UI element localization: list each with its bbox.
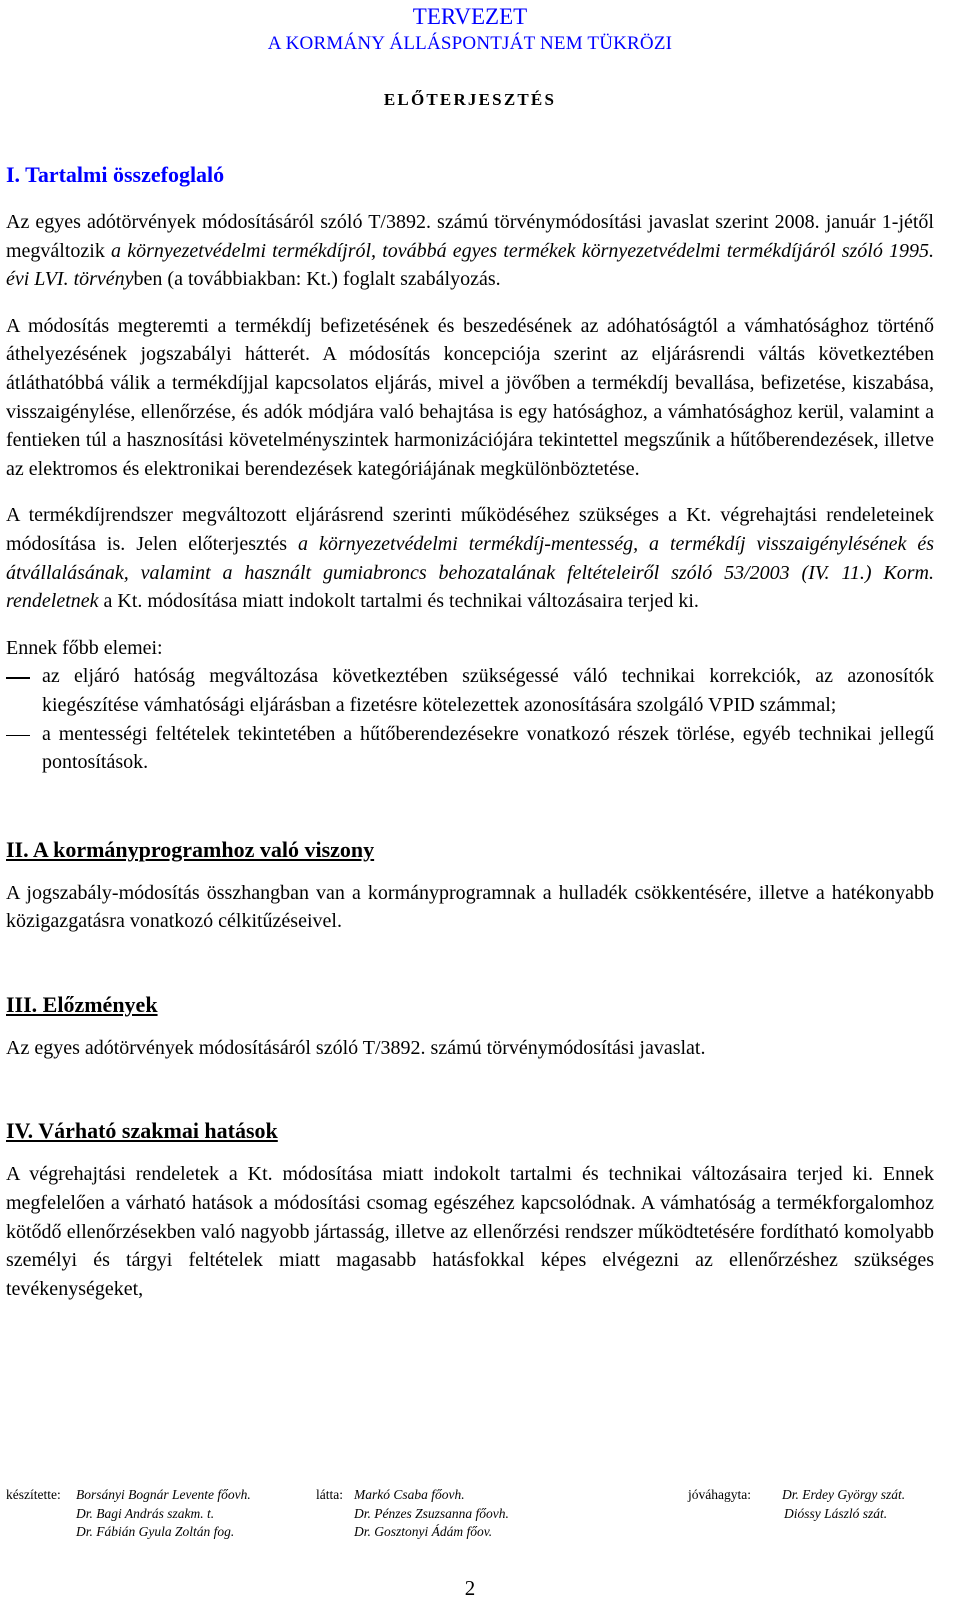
summary-paragraph-2: A módosítás megteremti a termékdíj befizetésének és beszedésének az adóhatóságtól a vámhatósághoz történő áthelyezésének jogszabályi hátterét. A módosítás koncepciója szerint az eljárásrendi váltás következtében átláthatóbbá válik a termékdíjjal kapcsolatos eljárás, mivel a jövőben a termékdíj bevallása, befizetése, kiszabása, visszaigénylése, ellenőrzése, és adók módjára való behajtása is egy hatósághoz, a vámhatósághoz kerül, valamint a fentieken túl a hasznosítási követelményszintek harmonizációjára tekintettel megszűnik a hűtőberendezések, illetve az elektromos és elektronikai berendezések kategóriájának megkülönböztetése.: [6, 314, 934, 480]
main-elements-list: [6, 662, 934, 776]
prepared-by: Borsányi Bognár Levente főovh. Dr. Bagi András szakm. t. Dr. Fábián Gyula Zoltán fog.: [76, 1487, 251, 1539]
section-heading-antecedents: III. Előzmények: [6, 991, 158, 1017]
summary-paragraph-3: A termékdíjrendszer megváltozott eljárásrend szerinti működéséhez szükséges a Kt. végrehajtási rendeleteinek módosítása is. Jelen előterjesztés a környezetvédelmi termékdíj-mentesség, a termékdíj visszaigénylésének és átvállalásának, valamint a használt gumiabroncs behozatalának feltételeiről szóló 53/2003 (IV. 11.) Korm. rendeletnek a Kt. módosítása miatt indokolt tartalmi és technikai változásaira terjed ki.: [6, 504, 934, 613]
expected-impacts-text: A végrehajtási rendeletek a Kt. módosítása miatt indokolt tartalmi és technikai változásaira terjed ki. Ennek megfelelően a várható hatások a módosítási csomag egészéhez kapcsolódnak. A vámhatóság a termékforgalomhoz kötődő ellenőrzésekben való nagyobb jártasság, illetve az ellenőrzési rendszer működtetésére fordítható komolyabb személyi és tárgyi feltételek miatt magasabb hatásfokkal képes elvégezni az ellenőrzéshez szükséges tevékenységeket,: [6, 1163, 934, 1300]
draft-title: TERVEZET: [412, 4, 528, 29]
disclaimer: A KORMÁNY ÁLLÁSPONTJÁT NEM TÜKRÖZI: [267, 33, 673, 54]
document-type: ELŐTERJESZTÉS: [383, 90, 557, 109]
list-item: a mentességi feltételek tekintetében a hűtőberendezésekre vonatkozó részek törlése, egyéb technikai jellegű pontosítások.: [42, 722, 934, 774]
decree-title: a környezetvédelmi termékdíj-mentesség, a termékdíj visszaigénylésének és átvállalásának, valamint a használt gumiabroncs behozatalának feltételeiről szóló 53/2003 (IV. 11.) Korm. rendeletnek: [6, 532, 934, 613]
section-heading-government-program: II. A kormányprogramhoz való viszony: [6, 836, 375, 862]
document-page: [6, 0, 934, 1303]
antecedents-text: Az egyes adótörvények módosításáról szóló T/3892. számú törvénymódosítási javaslat.: [6, 1036, 706, 1059]
prepared-label: készítette:: [6, 1487, 61, 1502]
list-item: az eljáró hatóság megváltozása következtében szükségessé váló technikai korrekciók, az azonosítók kiegészítése vámhatósági eljárásban a fizetésre kötelezettek azonosítására szolgáló VPID számmal;: [42, 665, 934, 716]
seen-label: látta:: [316, 1487, 343, 1502]
approved-by: Dr. Erdey György szát. Dióssy László szát.: [782, 1487, 906, 1521]
government-program-text: A jogszabály-módosítás összhangban van a kormányprogramnak a hulladék csökkentésére, illetve a hatékonyabb közigazgatásra vonatkozó célkitűzéseivel.: [6, 881, 934, 933]
list-intro: Ennek főbb elemei:: [6, 636, 163, 659]
approved-label: jóváhagyta:: [688, 1487, 751, 1502]
law-title: a környezetvédelmi termékdíjról, továbbá egyes termékek környezetvédelmi termékdíjáról szóló 1995. évi LVI. törvény: [6, 239, 935, 291]
section-heading-expected-impacts: IV. Várható szakmai hatások: [6, 1118, 278, 1144]
page-number: 2: [464, 1576, 476, 1600]
summary-paragraph-1: Az egyes adótörvények módosításáról szóló T/3892. számú törvénymódosítási javaslat szerint 2008. január 1-jétől megváltozik a környezetvédelmi termékdíjról, továbbá egyes termékek környezetvédelmi termékdíjáról szóló 1995. évi LVI. törvényben (a továbbiakban: Kt.) foglalt szabályozás.: [6, 211, 935, 291]
section-heading-summary: I. Tartalmi összefoglaló: [6, 162, 225, 187]
seen-by: Markó Csaba főovh. Dr. Pénzes Zsuzsanna főovh. Dr. Gosztonyi Ádám főov.: [354, 1487, 509, 1539]
